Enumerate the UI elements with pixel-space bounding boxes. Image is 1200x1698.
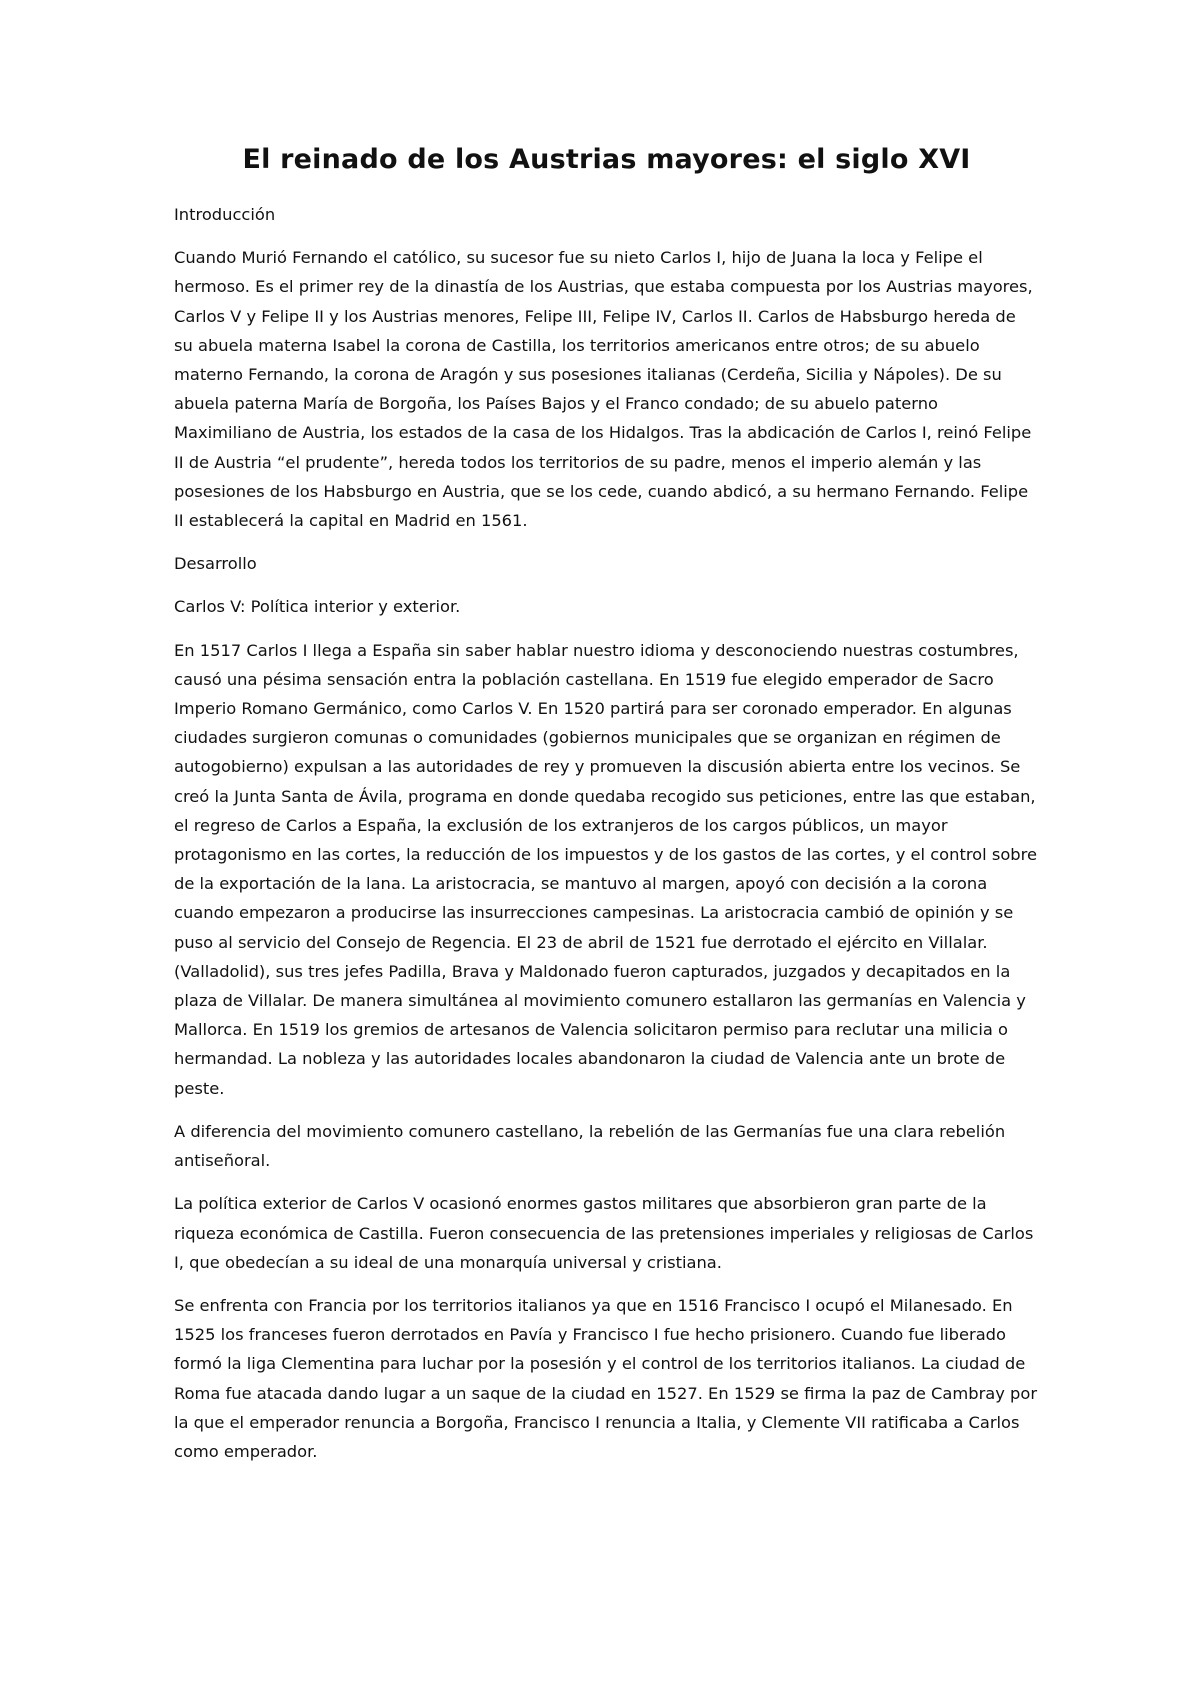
paragraph-francia-italia: Se enfrenta con Francia por los territorios italianos ya que en 1516 Francisco I ocupó el Milanesado. En 1525 los franceses fueron derrotados en Pavía y Francisco I fue hecho prisionero. Cuando fue liberado formó la liga Clementina para luchar por la posesión y el control de los territorios italianos. La ciudad de Roma fue atacada dando lugar a un saque de la ciudad en 1527. En 1529 se firma la paz de Cambray por la que el emperador renuncia a Borgoña, Francisco I renuncia a Italia, y Clemente VII ratificaba a Carlos como emperador. [174,1295,1038,1461]
section-heading-introduccion: Introducción [174,205,276,224]
section-heading-desarrollo: Desarrollo [174,554,257,574]
paragraph-introduccion: Cuando Murió Fernando el católico, su sucesor fue su nieto Carlos I, hijo de Juana la loca y Felipe el hermoso. Es el primer rey de la dinastía de los Austrias, que estaba compuesta por los Austrias mayores, Carlos V y Felipe II y los Austrias menores, Felipe III, Felipe IV, Carlos II. Carlos de Habsburgo hereda de su abuela materna Isabel la corona de Castilla, los territorios americanos entre otros; de su abuelo materno Fernando, la corona de Aragón y sus posesiones italianas (Cerdeña, Sicilia y Nápoles). De su abuela paterna María de Borgoña, los Países Bajos y el Franco condado; de su abuelo paterno Maximiliano de Austria, los estados de la casa de los Hidalgos. Tras la abdicación de Carlos I, reinó Felipe II de Austria “el prudente”, hereda todos los territorios de su padre, menos el imperio alemán y las posesiones de los Habsburgo en Austria, que se los cede, cuando abdicó, a su hermano Fernando. Felipe II establecerá la capital en Madrid en 1561. [174,248,1033,531]
paragraph-politica-exterior: La política exterior de Carlos V ocasionó enormes gastos militares que absorbieron gran parte de la riqueza económica de Castilla. Fueron consecuencia de las pretensiones imperiales y religiosas de Carlos I, que obedecían a su ideal de una monarquía universal y cristiana. [174,1194,1034,1272]
document-body [174,142,1039,1480]
document-title: El reinado de los Austrias mayores: el siglo XVI [242,144,971,175]
paragraph-germanias: A diferencia del movimiento comunero castellano, la rebelión de las Germanías fue una clara rebelión antiseñoral. [174,1121,1006,1171]
paragraph-politica-interior: En 1517 Carlos I llega a España sin saber hablar nuestro idioma y desconociendo nuestras costumbres, causó una pésima sensación entra la población castellana. En 1519 fue elegido emperador de Sacro Imperio Romano Germánico, como Carlos V. En 1520 partirá para ser coronado emperador. En algunas ciudades surgieron comunas o comunidades (gobiernos municipales que se organizan en régimen de autogobierno) expulsan a las autoridades de rey y promueven la discusión abierta entre los vecinos. Se creó la Junta Santa de Ávila, programa en donde quedaba recogido sus peticiones, entre las que estaban, el regreso de Carlos a España, la exclusión de los extranjeros de los cargos públicos, un mayor protagonismo en las cortes, la reducción de los impuestos y de los gastos de las cortes, y el control sobre de la exportación de la lana. La aristocracia, se mantuvo al margen, apoyó con decisión a la corona cuando empezaron a producirse las insurrecciones campesinas. La aristocracia cambió de opinión y se puso al servicio del Consejo de Regencia. El 23 de abril de 1521 fue derrotado el ejército en Villalar. (Valladolid), sus tres jefes Padilla, Brava y Maldonado fueron capturados, juzgados y decapitados en la plaza de Villalar. De manera simultánea al movimiento comunero estallaron las germanías en Valencia y Mallorca. En 1519 los gremios de artesanos de Valencia solicitaron permiso para reclutar una milicia o hermandad. La nobleza y las autoridades locales abandonaron la ciudad de Valencia ante un brote de peste. [174,640,1037,1098]
section-subheading-carlos-v: Carlos V: Política interior y exterior. [174,597,461,617]
